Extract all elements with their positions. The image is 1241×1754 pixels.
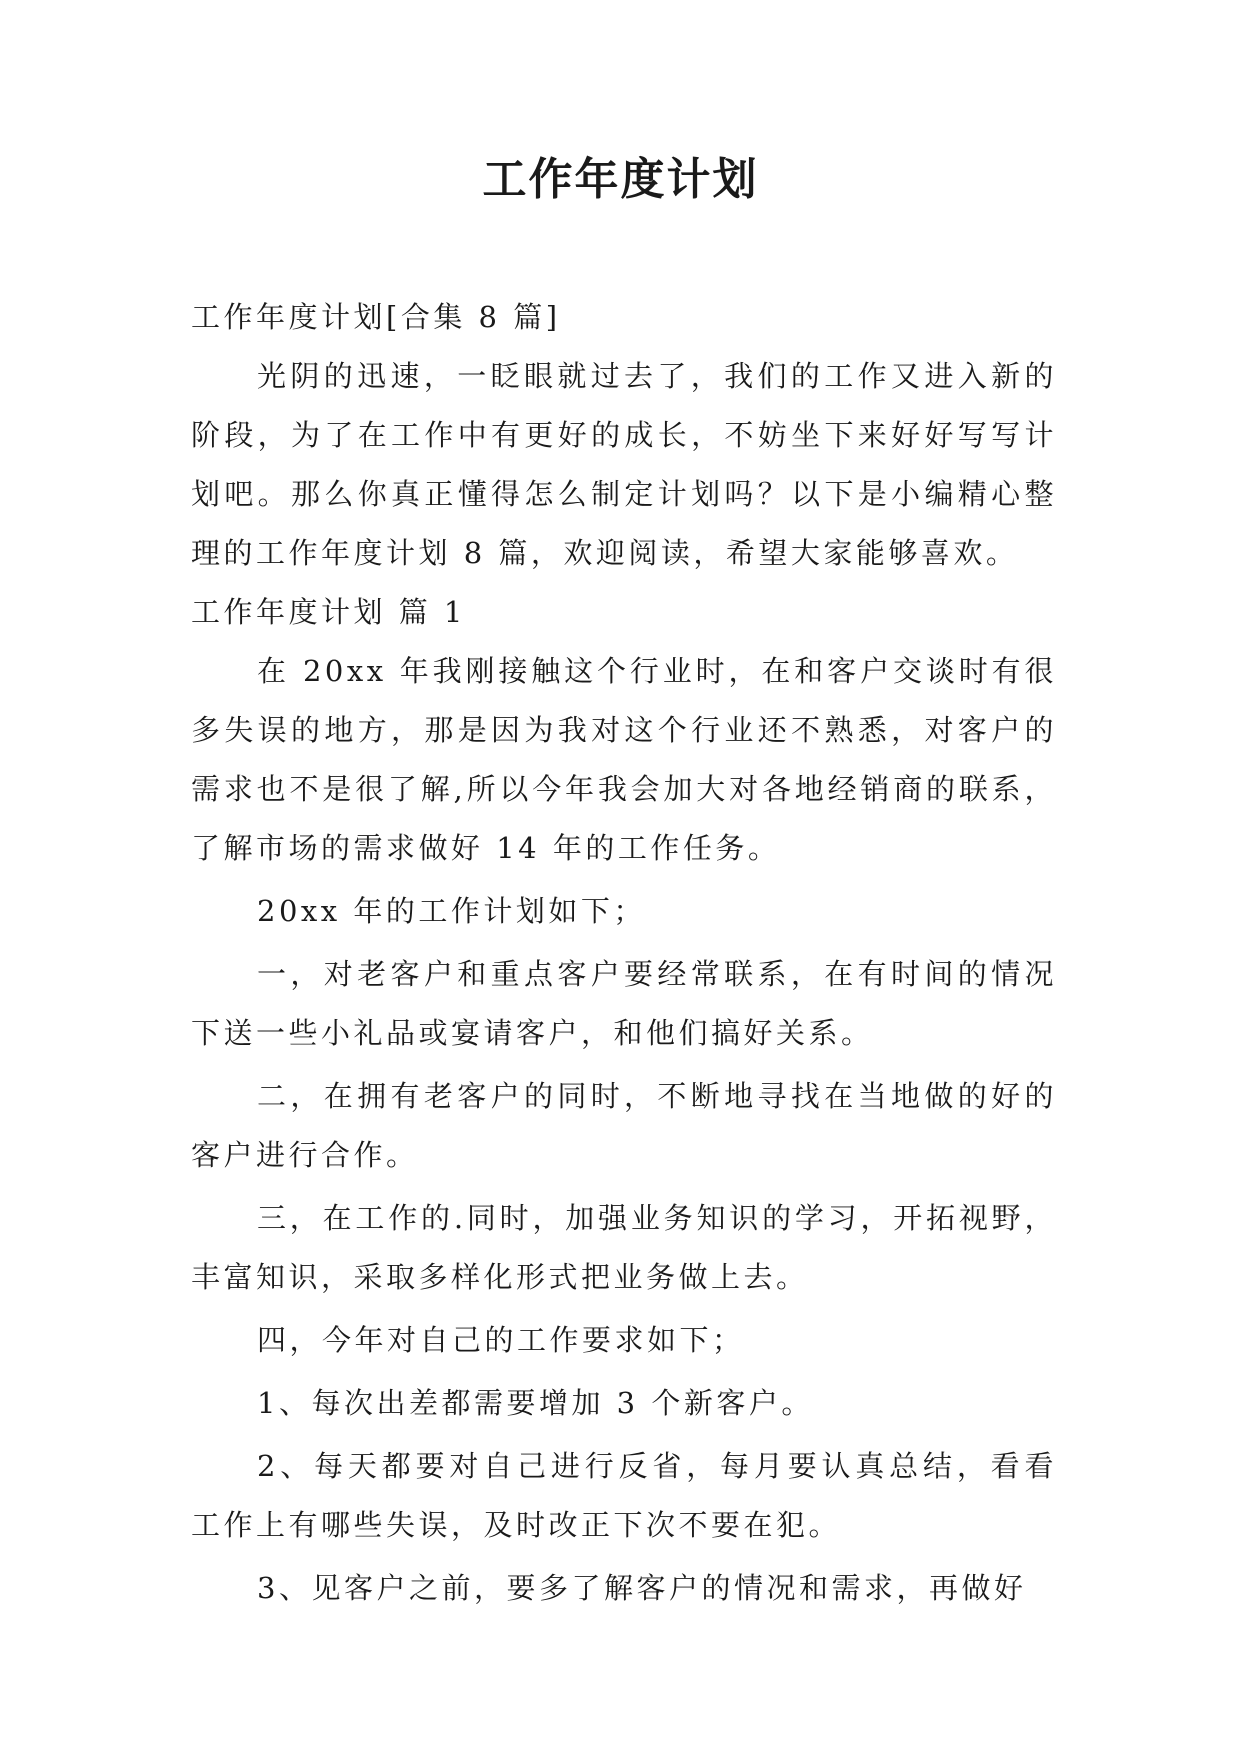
body-paragraph: 四，今年对自己的工作要求如下；: [257, 1323, 745, 1357]
body-paragraph: 2、每天都要对自己进行反省，每月要认真总结，看看工作上有哪些失误，及时改正下次不要在犯。: [191, 1449, 1057, 1542]
body-paragraph: 3、见客户之前，要多了解客户的情况和需求，再做好: [257, 1571, 1027, 1605]
body-paragraph: 一，对老客户和重点客户要经常联系，在有时间的情况下送一些小礼品或宴请客户，和他们搞好关系。: [191, 957, 1057, 1050]
body-paragraph: 三，在工作的.同时，加强业务知识的学习，开拓视野，丰富知识，采取多样化形式把业务做上去。: [191, 1201, 1057, 1294]
body-paragraph: 1、每次出差都需要增加 3 个新客户。: [257, 1386, 814, 1420]
document-body: [191, 288, 1057, 1618]
section-heading: 工作年度计划 篇 1: [191, 595, 466, 629]
body-paragraph: 二，在拥有老客户的同时，不断地寻找在当地做的好的客户进行合作。: [191, 1079, 1057, 1172]
intro-paragraph: 光阴的迅速，一眨眼就过去了，我们的工作又进入新的阶段，为了在工作中有更好的成长，不妨坐下来好好写写计划吧。那么你真正懂得怎么制定计划吗？以下是小编精心整理的工作年度计划 8 篇，欢迎阅读，希望大家能够喜欢。: [191, 359, 1057, 570]
body-paragraph: 在 20xx 年我刚接触这个行业时，在和客户交谈时有很多失误的地方，那是因为我对这个行业还不熟悉，对客户的需求也不是很了解,所以今年我会加大对各地经销商的联系，了解市场的需求做好 14 年的工作任务。: [191, 654, 1057, 865]
body-paragraph: 20xx 年的工作计划如下；: [257, 894, 646, 928]
document-subtitle: 工作年度计划[合集 8 篇]: [191, 300, 561, 334]
document-title: 工作年度计划: [482, 154, 759, 205]
